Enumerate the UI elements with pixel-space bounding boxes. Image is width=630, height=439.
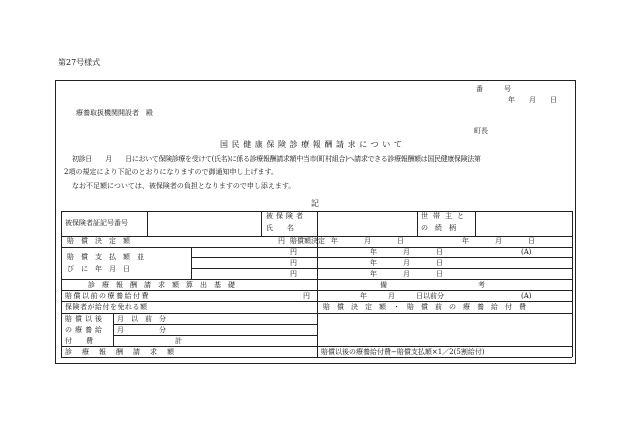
decision-date-2: 年 月 日: [462, 237, 539, 245]
payment-date-1: 年 月 日: [370, 248, 447, 256]
name-label: 氏 名: [266, 224, 294, 232]
marker-a: (A): [521, 248, 532, 256]
household-head-label: 世帯主と: [421, 212, 469, 220]
yen-unit: 円: [278, 237, 285, 245]
payment-date-2: 年 月 日: [370, 259, 447, 267]
yen-unit: 円: [290, 259, 297, 267]
pre-compensation-cost-label: 賠償以前の療養給付費: [65, 292, 150, 300]
document-title: 国民健康保険診療報酬請求について: [220, 140, 406, 149]
exempt-amount-label: 保険者が給付を免れる額: [65, 303, 148, 311]
yen-unit: 円: [290, 270, 297, 278]
ki-label: 記: [311, 199, 319, 208]
insured-label: 被保険者: [266, 212, 306, 220]
payment-label-line-1: 賠 償 支 払 額 並: [67, 253, 144, 261]
yen-unit: 円: [303, 292, 310, 300]
total-label: 計: [175, 337, 182, 345]
document-date-label: 年 月 日: [508, 96, 557, 104]
payment-label-line-2: び に 年 月 日: [67, 265, 130, 273]
document-number-label: 番 号: [476, 85, 511, 93]
month-before-label: 月 以 前 分: [117, 315, 166, 323]
claim-amount-label: 診 療 報 酬 請 求 額: [65, 348, 176, 356]
decision-date: 年 月 日: [331, 237, 408, 245]
until-date: 年 月 日以前分: [360, 292, 444, 300]
body-line-3: なお不足額については、被保険者の負担となりますので申し添えます。: [72, 182, 296, 190]
body-line-1: 初診日 月 日において保険診療を受けて(氏名)に係る診療報酬請求額中当市(町村組合)へ請求できる診療報酬額は国民健康保険法第: [72, 155, 481, 163]
pre-compensation-decision-label: 賠 償 決 定 額 ・ 賠 償 前 の 療 養 給 付 費: [323, 303, 526, 311]
marker-a: (A): [521, 292, 532, 300]
form-number: 第27号様式: [58, 58, 101, 67]
compensation-decided-date-label: 賠償額決定: [290, 237, 325, 245]
relation-label: の 続 柄: [421, 224, 456, 232]
remarks-header: 備 考: [380, 281, 488, 289]
calc-basis-header: 診 療 報 酬 請 求 額 算 出 基 礎: [88, 281, 235, 289]
claim-formula: 賠償以後の療養給付費−賠償支払額×1／2(5割給付): [321, 348, 485, 356]
body-line-2: 2項の規定により下記のとおりになりますので御通知申し上げます。: [64, 168, 278, 176]
addressee: 療養取扱機関開設者 殿: [76, 109, 153, 117]
month-label: 月 分: [117, 326, 166, 334]
yen-unit: 円: [290, 248, 297, 256]
payment-date-3: 年 月 日: [370, 270, 447, 278]
after-compensation-label-2: の療養給: [65, 326, 105, 334]
mayor-label: 町長: [474, 127, 488, 135]
compensation-decided-amount-label: 賠 償 決 定 額: [67, 237, 130, 245]
after-compensation-label-1: 賠償以後: [65, 315, 105, 323]
after-compensation-label-3: 付 費: [65, 337, 93, 345]
insured-number-label: 被保険者証記号番号: [65, 219, 128, 227]
